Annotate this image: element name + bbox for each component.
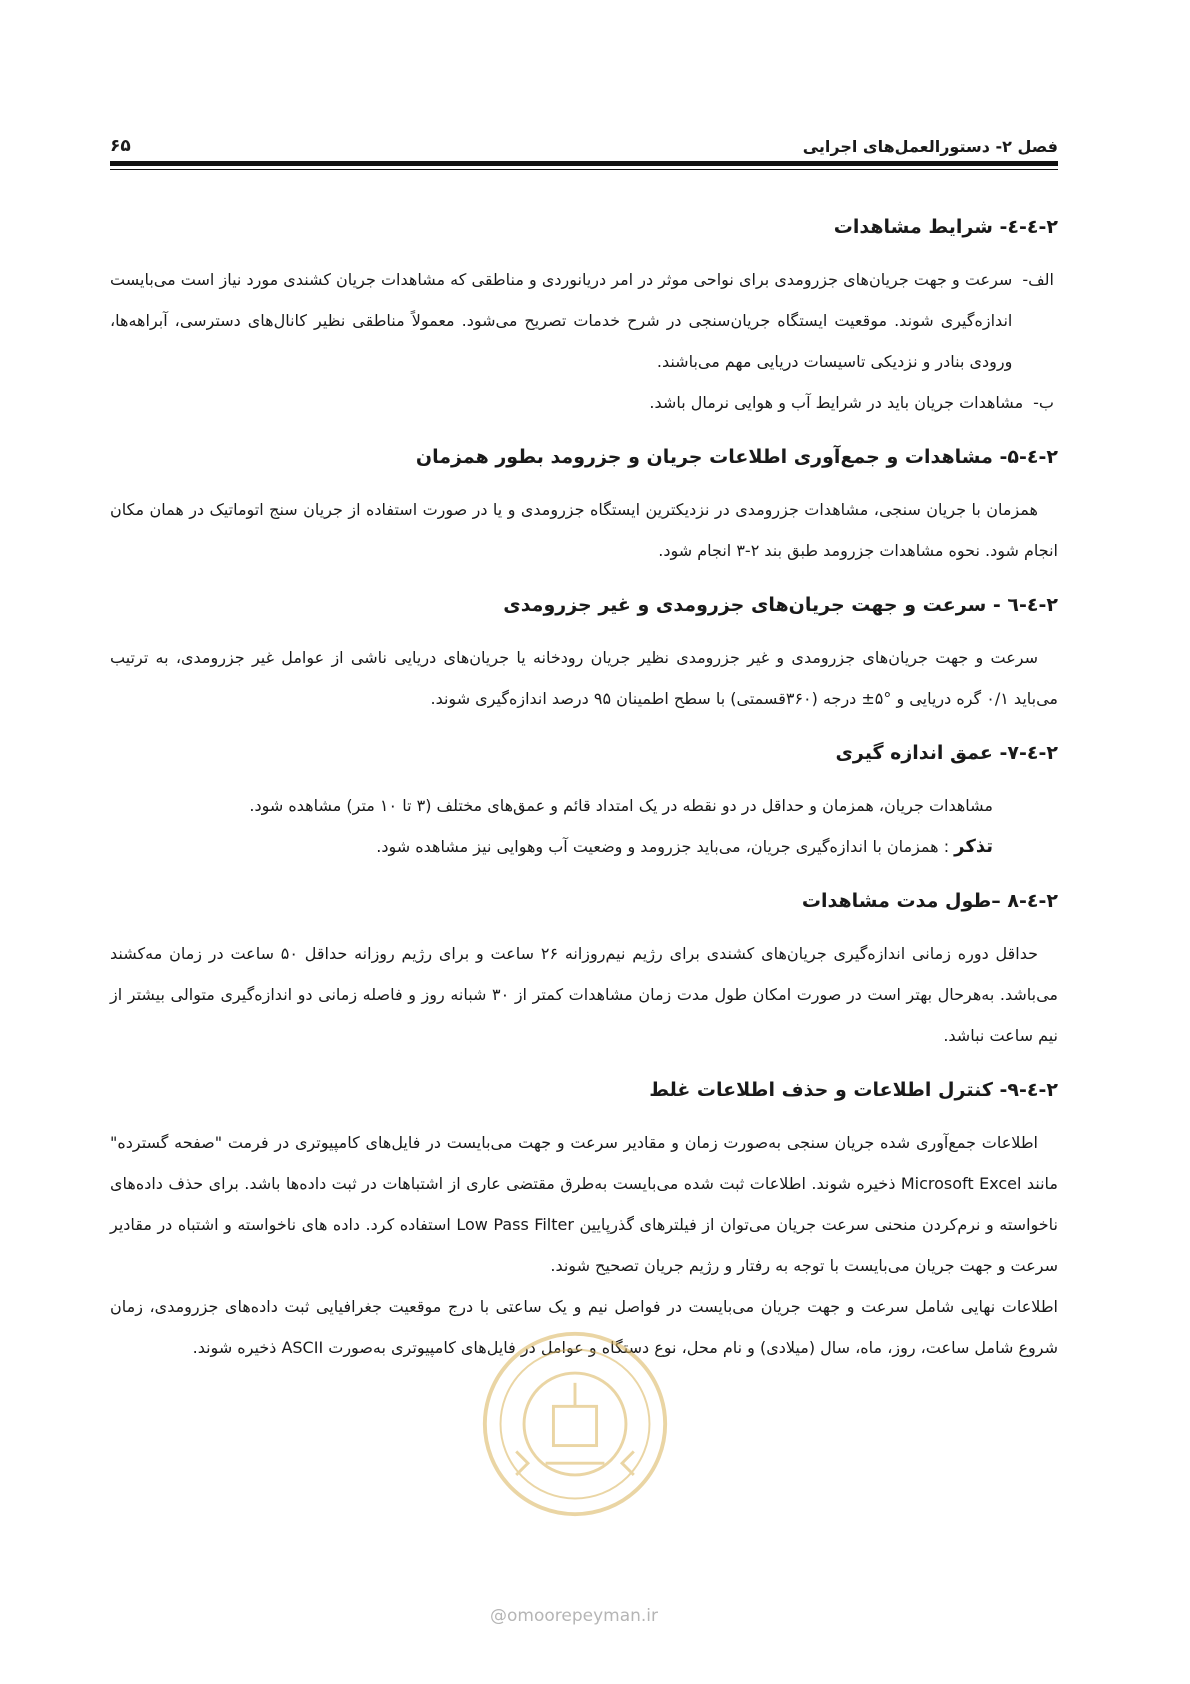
section-data-control [110, 1075, 1058, 1368]
section-title: ۲-٤-۹- کنترل اطلاعات و حذف اطلاعات غلط [649, 1079, 1058, 1101]
list-text: مشاهدات جریان باید در شرایط آب و هوایی نرمال باشد. [649, 393, 1024, 412]
section-title: ۲-٤-٦ - سرعت و جهت جریان‌های جزرومدی و غیر جزرومدی [503, 594, 1058, 616]
note-label: تذکر [954, 836, 993, 857]
section-title: ۲-٤-۵- مشاهدات و جمع‌آوری اطلاعات جریان و جزرومد بطور همزمان [415, 446, 1058, 468]
list-item-a [110, 259, 1058, 382]
page-number: ۶۵ [110, 136, 131, 156]
list-text: سرعت و جهت جریان‌های جزرومدی برای نواحی موثر در امر دریانوردی و مناطقی که مشاهدات جریان کشندی مورد نیاز است می‌بایست اندازه‌گیری شوند. موقعیت ایستگاه جریان‌سنجی در شرح خدمات تصریح می‌شود. معمولاً مناطقی نظیر کانال‌های دسترسی، آبراهه‌ها، ورودی بنادر و نزدیکی تاسیسات دریایی مهم می‌باشند. [110, 270, 1013, 371]
section-observation-conditions [110, 212, 1058, 423]
paragraph: اطلاعات جمع‌آوری شده جریان سنجی به‌صورت زمان و مقادیر سرعت و جهت می‌بایست در فایل‌های کامپیوتری در فرمت "صفحه گسترده" مانند Microsoft Excel ذخیره شوند. اطلاعات ثبت شده می‌بایست به‌طرق مقتضی عاری از اشتباهات در ثبت داده‌ها باشد. برای حذف داده‌های ناخواسته و نرم‌کردن منحنی سرعت جریان می‌توان از فیلترهای گذرپایین Low Pass Filter استفاده کرد. داده های ناخواسته و اشتباه در مقادیر سرعت و جهت جریان می‌بایست با توجه به رفتار و رژیم جریان تصحیح شوند. [110, 1133, 1059, 1275]
paragraph: سرعت و جهت جریان‌های جزرومدی و غیر جزرومدی نظیر جریان رودخانه یا جریان‌های دریایی ناشی از عوامل غیر جزرومدی، به ترتیب می‌باید ۰/۱ گره دریایی و °۵± درجه (۳۶۰قسمتی) با سطح اطمینان ۹۵ درصد اندازه‌گیری شوند. [110, 648, 1058, 708]
paragraph: مشاهدات جریان، همزمان و حداقل در دو نقطه در یک امتداد قائم و عمق‌های مختلف (۳ تا ۱۰ متر) مشاهده شود. [249, 796, 993, 815]
note-paragraph [110, 826, 1058, 867]
running-header [110, 126, 1058, 156]
paragraph: همزمان با جریان سنجی، مشاهدات جزرومدی در نزدیکترین ایستگاه جزرومدی و یا در صورت استفاده از جریان سنج اتوماتیک در همان مکان انجام شود. نحوه مشاهدات جزرومد طبق بند ۲-۳ انجام شود. [110, 500, 1058, 560]
section-simultaneous-observation [110, 442, 1058, 571]
paragraph: حداقل دوره زمانی اندازه‌گیری جریان‌های کشندی برای رژیم نیم‌روزانه ۲۶ ساعت و برای رژیم روزانه حداقل ۵۰ ساعت در زمان مه‌کشند می‌باشد. به‌هرحال بهتر است در صورت امکان طول مدت زمان مشاهدات کمتر از ۳۰ شبانه روز و فاصله زمانی دو اندازه‌گیری متوالی بیشتر از نیم ساعت نباشد. [110, 944, 1058, 1045]
watermark-site-text: @omoorepeyman.ir [490, 1606, 659, 1626]
note-text: : همزمان با اندازه‌گیری جریان، می‌باید جزرومد و وضعیت آب وهوایی نیز مشاهده شود. [376, 837, 950, 856]
page-content [110, 212, 1058, 1387]
list-label: ب- [1033, 393, 1054, 412]
list-label: الف- [1022, 270, 1054, 289]
section-title: ۲-٤-۷- عمق اندازه گیری [835, 742, 1058, 764]
header-rule-thin [110, 169, 1058, 170]
watermark-seal-icon [477, 1326, 673, 1522]
paragraph: اطلاعات نهایی شامل سرعت و جهت جریان می‌بایست در فواصل نیم و یک ساعتی با درج موقعیت جغرافیایی ثبت داده‌های جزرومدی، زمان شروع شامل ساعت، روز، ماه، سال (میلادی) و نام محل، نوع دستگاه و عوامل در فایل‌های کامپیوتری به‌صورت ASCII ذخیره شوند. [110, 1297, 1058, 1357]
section-observation-duration [110, 886, 1058, 1056]
header-rule-thick [110, 161, 1058, 166]
list-item-b [110, 382, 1058, 423]
section-title: ۲-٤-٤- شرایط مشاهدات [833, 216, 1058, 238]
chapter-title: فصل ۲- دستورالعمل‌های اجرایی [802, 137, 1058, 156]
section-measurement-depth [110, 738, 1058, 867]
section-current-speed-direction [110, 590, 1058, 719]
section-title: ۲-٤-۸ –طول مدت مشاهدات [801, 890, 1058, 912]
